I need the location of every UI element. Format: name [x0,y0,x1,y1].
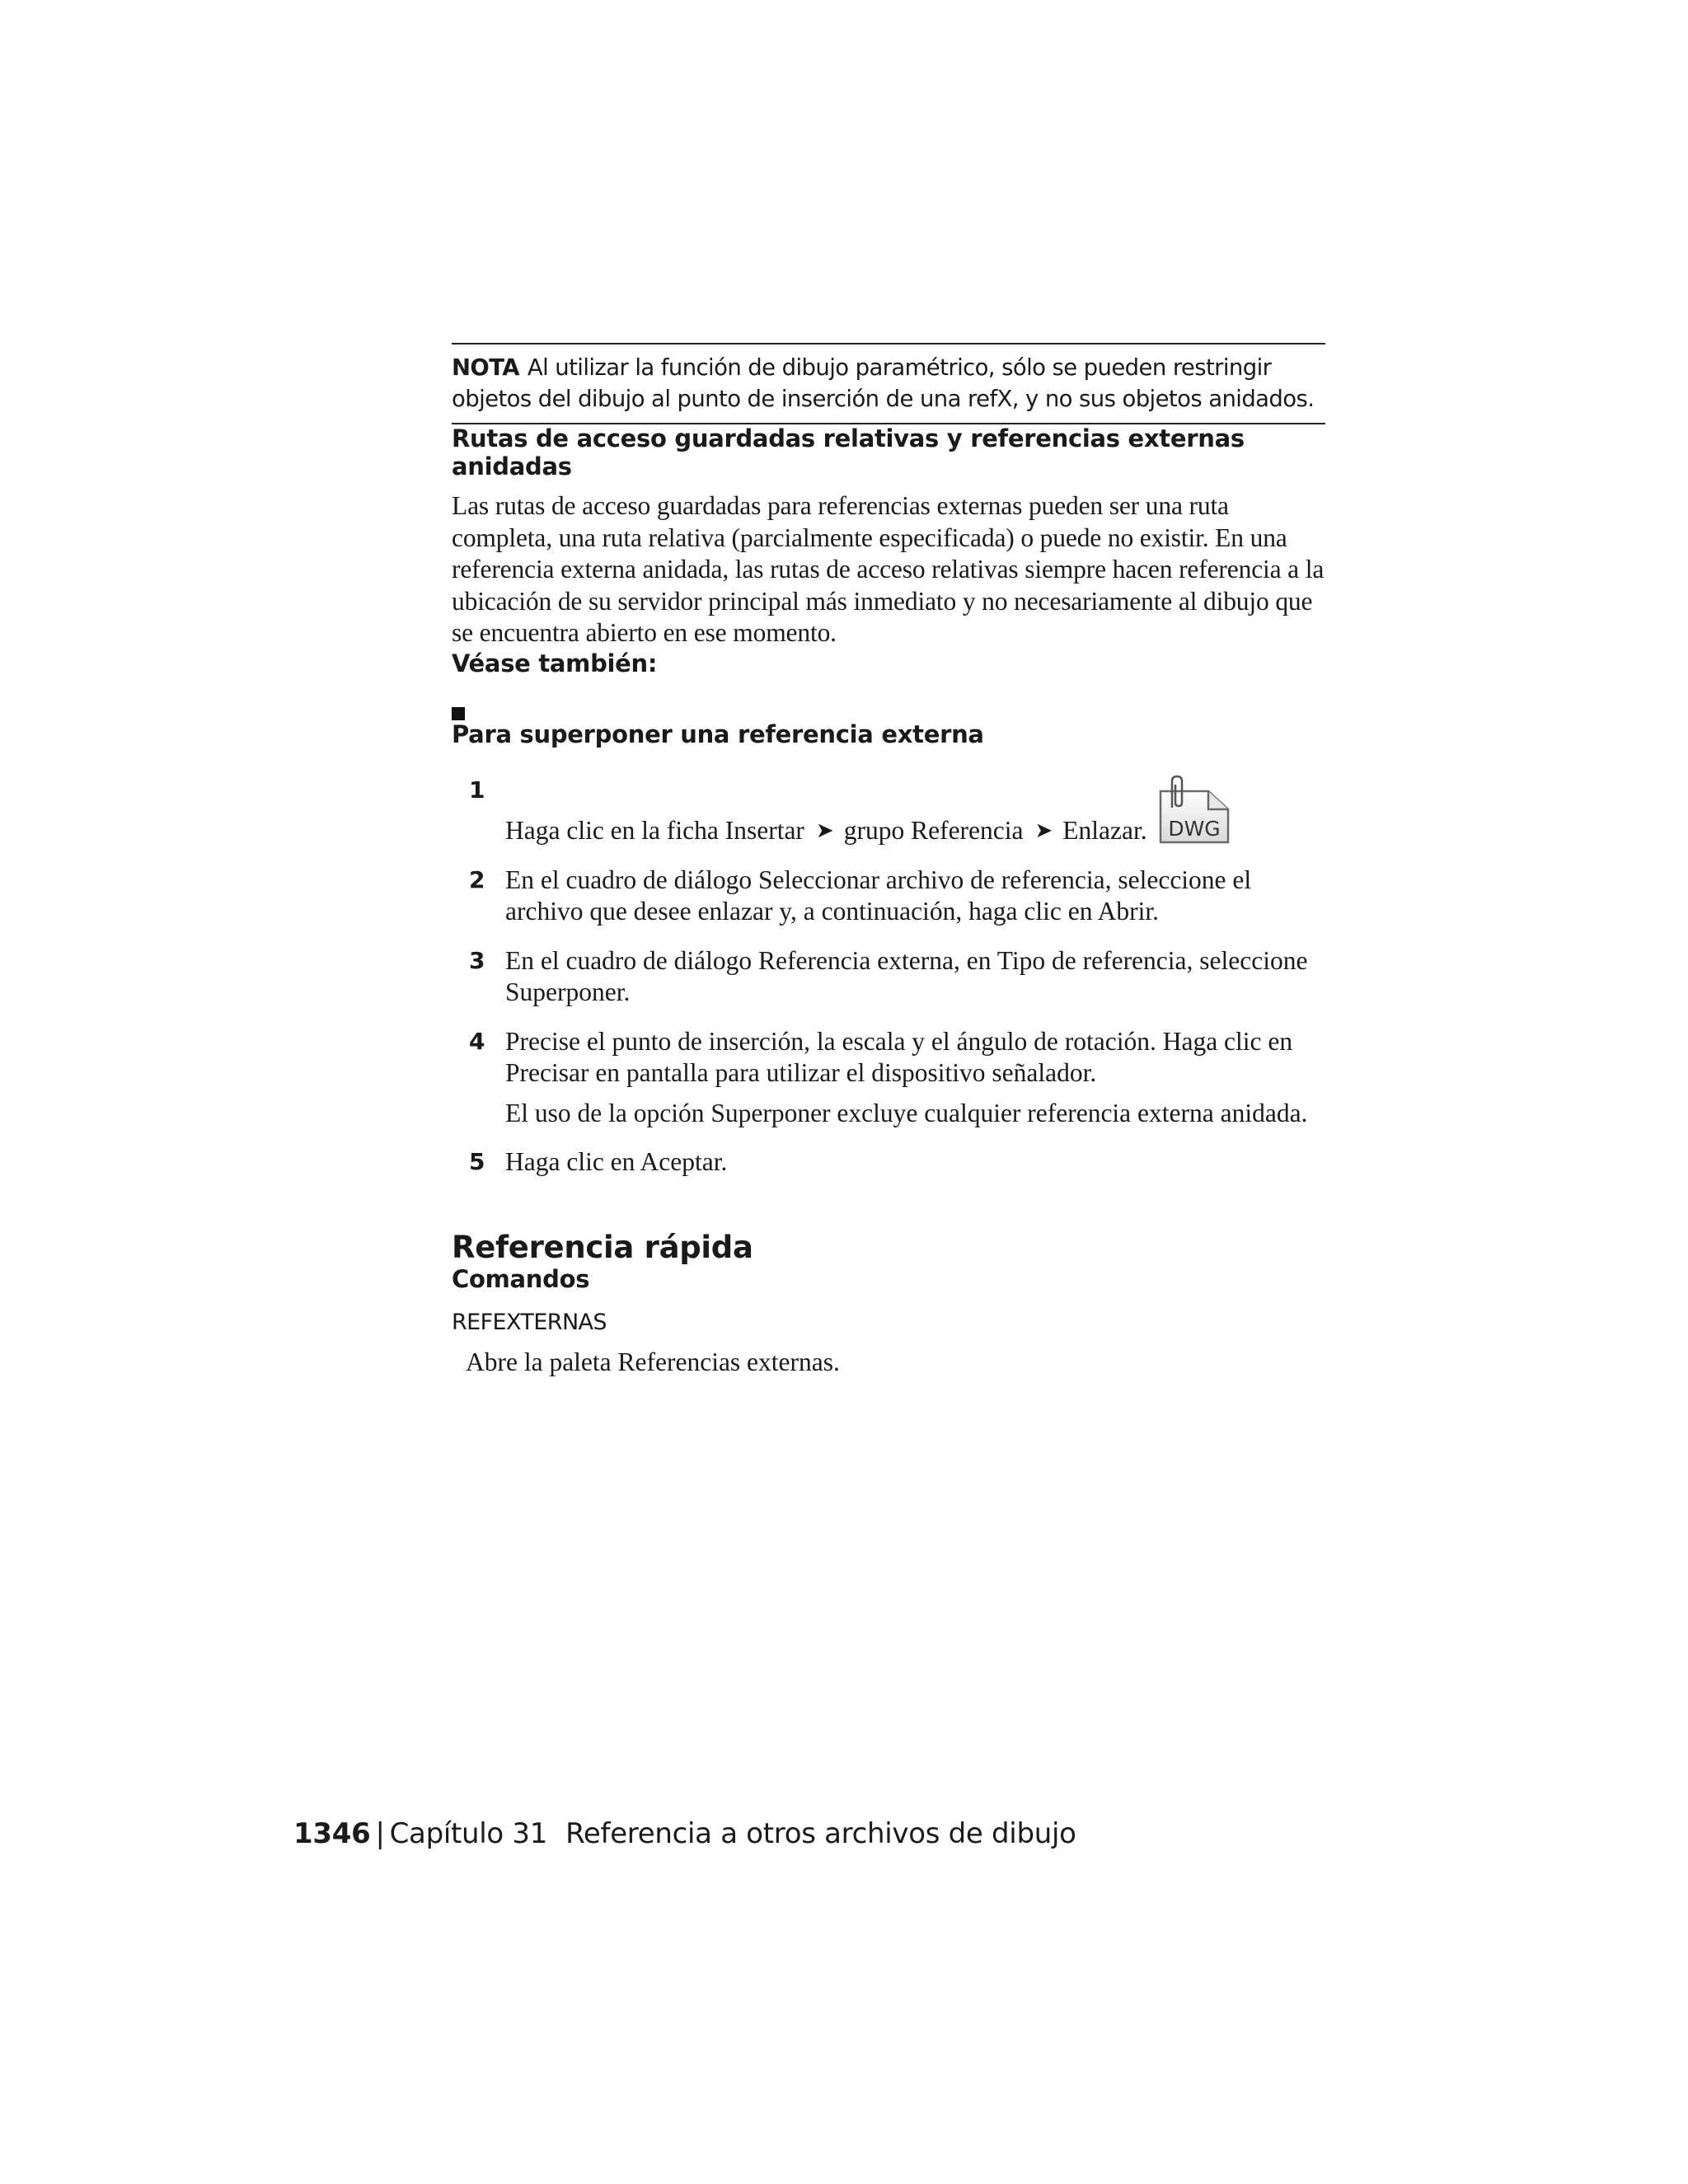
step-item [452,945,1325,1009]
step-number: 1 [469,776,485,804]
note-label: NOTA [452,354,519,381]
step-item [452,865,1325,928]
step-text: Haga clic en la ficha Insertar [505,816,804,845]
see-also-heading: Véase también: [452,649,658,677]
page-footer [293,1817,1076,1850]
step-item [452,1146,1325,1179]
step-text: Enlazar. [1062,816,1147,845]
dwg-icon-label: DWG [1167,816,1221,841]
arrow-icon: ➤ [815,818,834,842]
section-body-rutas: Las rutas de acceso guardadas para referencias externas pueden ser una ruta completa, una ruta relativa (parcialmente especificada) o puede no existir. En una referencia externa anidada, las rutas de acceso relativas siempre hacen referencia a la ubicación de su servidor principal más inmediato y no necesariamente al dibujo que se encuentra abierto en ese momento. [452,491,1325,647]
page-number: 1346 [293,1817,371,1850]
step-text: Haga clic en Aceptar. [505,1147,728,1176]
note-text: Al utilizar la función de dibujo paramétrico, sólo se pueden restringir objetos del dibujo al punto de inserción de una refX, y no sus objetos anidados. [452,354,1315,412]
step-number: 3 [469,946,485,974]
procedure-heading: Para superponer una referencia externa [452,719,984,748]
step-text: En el cuadro de diálogo Seleccionar archivo de referencia, seleccione el archivo que desee enlazar y, a continuación, haga clic en Abrir. [505,865,1252,926]
step-text: Precise el punto de inserción, la escala y el ángulo de rotación. Haga clic en Precisar en pantalla para utilizar el dispositivo señalador. [505,1026,1293,1087]
chapter-title: Referencia a otros archivos de dibujo [565,1817,1076,1850]
dwg-attach-icon [1157,775,1233,846]
command-name: REFEXTERNAS [452,1309,607,1335]
step-item [452,775,1325,847]
procedure-steps [452,775,1325,1179]
quick-reference-heading: Referencia rápida [452,1229,753,1265]
step-text: En el cuadro de diálogo Referencia externa, en Tipo de referencia, seleccione Superponer. [505,945,1308,1006]
command-description: Abre la paleta Referencias externas. [466,1347,840,1376]
step-number: 2 [469,865,485,893]
step-extra-text: El uso de la opción Superponer excluye cualquier referencia externa anidada. [505,1098,1308,1127]
commands-heading: Comandos [452,1264,590,1293]
step-text: grupo Referencia [843,816,1024,845]
arrow-icon: ➤ [1034,818,1053,842]
step-item [452,1026,1325,1130]
note-box [452,343,1325,424]
page-content [452,343,1325,1378]
step-number: 5 [469,1148,485,1175]
chapter-label: Capítulo 31 [389,1817,548,1850]
footer-separator: | [375,1817,385,1850]
step-number: 4 [469,1027,485,1055]
see-also-bullet-icon [452,707,465,720]
section-heading-rutas: Rutas de acceso guardadas relativas y referencias externas anidadas [452,424,1245,480]
